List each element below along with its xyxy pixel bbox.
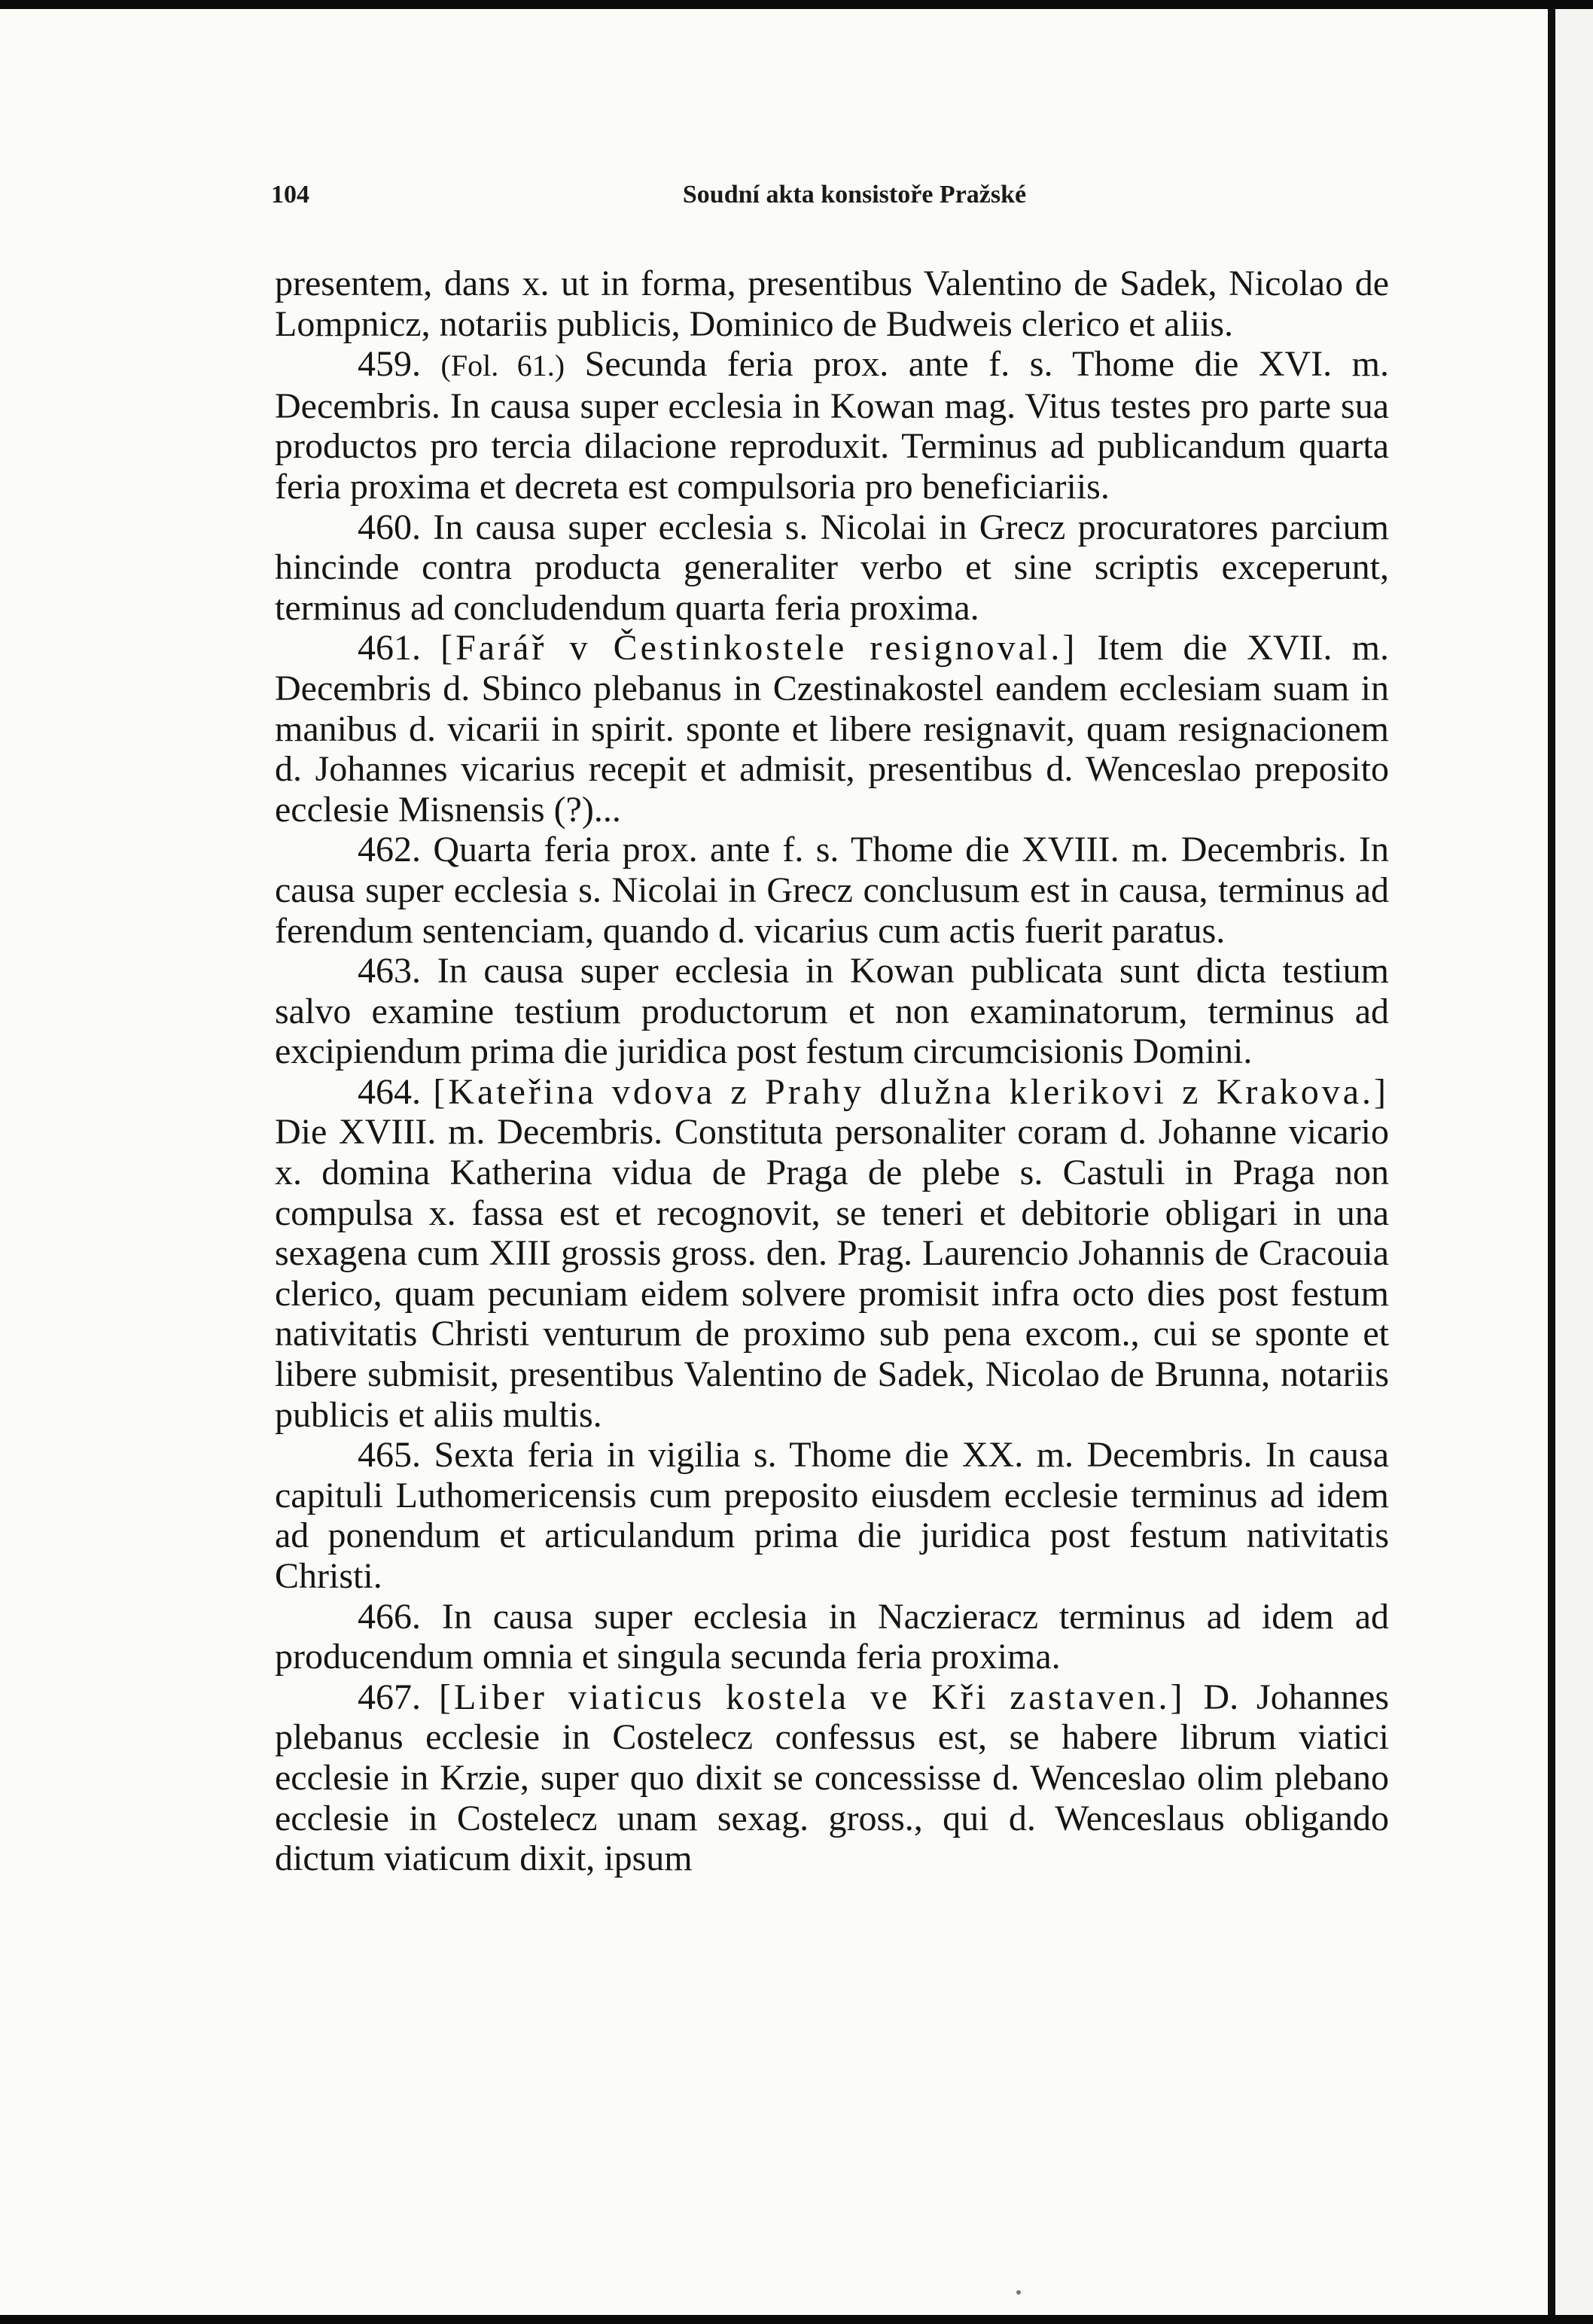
entry-459 bbox=[275, 344, 1389, 507]
entry-heading: [Liber viaticus kostela ve Kři zastaven.] bbox=[438, 1677, 1186, 1717]
entry-461 bbox=[275, 628, 1389, 830]
entry-number: 462. bbox=[358, 830, 421, 870]
entry-466 bbox=[275, 1597, 1389, 1677]
entry-text: In causa super ecclesia in Kowan publicata sunt dicta testium salvo examine testium productorum et non examinatorum, terminus ad excipiendum prima die juridica post festum circumcisionis Domini. bbox=[275, 951, 1390, 1072]
page-header bbox=[271, 181, 1393, 226]
paragraph-text: presentem, dans x. ut in forma, presentibus Valentino de Sadek, Nicolao de Lompnicz, notariis publicis, Dominico de Budweis clerico et aliis. bbox=[275, 263, 1389, 344]
entry-text: Die XVIII. m. Decembris. Constituta personaliter coram d. Johanne vicario x. domina Katherina vidua de Praga de plebe s. Castuli in Praga non compulsa x. fassa est et recognovit, se teneri et debitorie obligari in una sexagena cum XIII grossis gross. den. Prag. Laurencio Johannis de Cracouia clerico, quam pecuniam eidem solvere promisit infra octo dies post festum nativitatis Christi venturum de proximo sub pena excom., cui se sponte et libere submisit, presentibus Valentino de Sadek, Nicolao de Brunna, notariis publicis et aliis multis. bbox=[275, 1112, 1389, 1435]
entry-text: In causa super ecclesia s. Nicolai in Grecz procuratores parcium hincinde contra producta generaliter verbo et sine scriptis exceperunt, terminus ad concludendum quarta feria proxima. bbox=[275, 507, 1390, 628]
entry-text: Item die XVII. m. Decembris d. Sbinco plebanus in Czestinakostel eandem ecclesiam suam in manibus d. vicarii in spirit. sponte et libere resignavit, quam resignacionem d. Johannes vicarius recepit et admisit, presentibus d. Wenceslao preposito ecclesie Misnensis (?)... bbox=[275, 628, 1390, 830]
entry-464 bbox=[275, 1072, 1389, 1435]
page-edge-strip bbox=[1555, 9, 1593, 2315]
entry-text: Quarta feria prox. ante f. s. Thome die XVIII. m. Decembris. In causa super ecclesia s. Nicolai in Grecz conclusum est in causa, terminus ad ferendum sentenciam, quando d. vicarius cum actis fuerit paratus. bbox=[275, 830, 1389, 951]
entry-number: 467. bbox=[358, 1677, 421, 1717]
entry-465 bbox=[275, 1435, 1389, 1596]
entry-text: In causa super ecclesia in Naczieracz terminus ad idem ad producendum omnia et singula secunda feria proxima. bbox=[275, 1596, 1390, 1677]
paper-speck bbox=[1016, 2290, 1021, 2295]
entry-number: 461. bbox=[358, 628, 421, 669]
body-text bbox=[275, 263, 1389, 1879]
page-number: 104 bbox=[271, 181, 309, 209]
page-edge-rule bbox=[1548, 9, 1555, 2315]
entry-heading: [Farář v Čestinkostele resignoval.] bbox=[440, 628, 1078, 669]
entry-number: 463. bbox=[358, 951, 421, 991]
entry-number: 460. bbox=[358, 507, 421, 547]
entry-462 bbox=[275, 830, 1389, 951]
entry-heading: [Kateřina vdova z Prahy dlužna klerikovi z Krakova.] bbox=[433, 1071, 1390, 1112]
entry-463 bbox=[275, 951, 1389, 1072]
running-title: Soudní akta konsistoře Pražské bbox=[682, 181, 1027, 209]
entry-text: Sexta feria in vigilia s. Thome die XX. m. Decembris. In causa capituli Luthomericensis cum preposito eiusdem ecclesie terminus ad idem ad ponendum et articulandum prima die juridica post festum nativitatis Christi. bbox=[275, 1435, 1390, 1596]
folio-reference: (Fol. 61.) bbox=[440, 349, 565, 383]
entry-number: 465. bbox=[358, 1435, 421, 1476]
entry-text: Secunda feria prox. ante f. s. Thome die XVI. m. Decembris. In causa super ecclesia in Kowan mag. Vitus testes pro parte sua productos pro tercia dilacione reproduxit. Terminus ad publicandum quarta feria proxima et decreta est compulsoria pro beneficiariis. bbox=[275, 344, 1390, 507]
entry-number: 459. bbox=[358, 344, 421, 385]
paragraph-continuation bbox=[275, 263, 1389, 344]
entry-text: D. Johannes plebanus ecclesie in Costelecz confessus est, se habere librum viatici ecclesie in Krzie, super quo dixit se concessisse d. Wenceslao olim plebano ecclesie in Costelecz unam sexag. gross., qui d. Wenceslaus obligando dictum viaticum dixit, ipsum bbox=[275, 1677, 1390, 1879]
entry-number: 466. bbox=[358, 1596, 421, 1637]
entry-number: 464. bbox=[358, 1071, 421, 1112]
entry-467 bbox=[275, 1677, 1389, 1879]
entry-460 bbox=[275, 507, 1389, 629]
